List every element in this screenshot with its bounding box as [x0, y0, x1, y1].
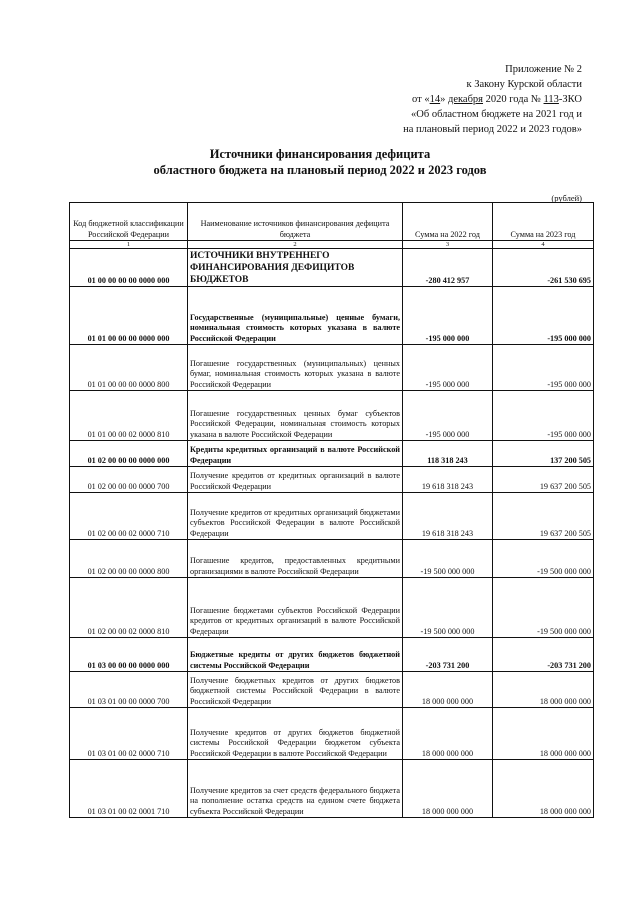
row-name: Получение кредитов за счет средств федерального бюджета на пополнение остатка средств на едином счете бюджета субъекта Российской Федерации [188, 760, 403, 818]
row-sum-2023: 18 000 000 000 [493, 760, 594, 818]
appendix-law: к Закону Курской области [466, 79, 582, 90]
row-sum-2023: -261 530 695 [493, 249, 594, 287]
row-sum-2023: -19 500 000 000 [493, 578, 594, 638]
row-sum-2023: 137 200 505 [493, 441, 594, 467]
table-row [70, 467, 594, 493]
column-index: 4 [493, 241, 594, 249]
appendix-month: декабря [447, 94, 484, 105]
row-code: 01 00 00 00 00 0000 000 [70, 249, 188, 287]
row-code: 01 03 01 00 00 0000 700 [70, 672, 188, 708]
header-name: Наименование источников финансирования дефицита бюджета [188, 203, 403, 241]
header-code: Код бюджетной классификации Российской Федерации [70, 203, 188, 241]
document-title-line-2: областного бюджета на плановый период 2022 и 2023 годов [153, 163, 487, 177]
row-sum-2023: 18 000 000 000 [493, 708, 594, 760]
table-row [70, 708, 594, 760]
appendix-header [300, 62, 582, 137]
table-row [70, 441, 594, 467]
appendix-number: Приложение № 2 [505, 64, 582, 75]
row-code: 01 02 00 00 02 0000 810 [70, 578, 188, 638]
row-sum-2022: 18 000 000 000 [403, 708, 493, 760]
row-name: Кредиты кредитных организаций в валюте Российской Федерации [188, 441, 403, 467]
row-code: 01 01 00 00 00 0000 000 [70, 287, 188, 345]
row-sum-2022: -19 500 000 000 [403, 578, 493, 638]
appendix-day: 14 [429, 94, 441, 105]
row-sum-2023: -19 500 000 000 [493, 540, 594, 578]
row-sum-2022: 18 000 000 000 [403, 672, 493, 708]
row-sum-2023: 19 637 200 505 [493, 467, 594, 493]
row-sum-2022: -195 000 000 [403, 287, 493, 345]
appendix-law-title-2: на плановый период 2022 и 2023 годов» [403, 124, 582, 135]
row-code: 01 02 00 00 00 0000 000 [70, 441, 188, 467]
row-sum-2023: -203 731 200 [493, 638, 594, 672]
row-sum-2022: -280 412 957 [403, 249, 493, 287]
row-name: Погашение бюджетами субъектов Российской Федерации кредитов от кредитных организаций в валюте Российской Федерации [188, 578, 403, 638]
row-code: 01 03 00 00 00 0000 000 [70, 638, 188, 672]
document-title [0, 146, 640, 178]
row-sum-2022: 19 618 318 243 [403, 493, 493, 540]
row-sum-2022: 118 318 243 [403, 441, 493, 467]
row-sum-2022: 19 618 318 243 [403, 467, 493, 493]
row-sum-2022: 18 000 000 000 [403, 760, 493, 818]
document-title-line-1: Источники финансирования дефицита [209, 147, 431, 161]
row-name: Погашение государственных ценных бумаг субъектов Российской Федерации, номинальная стоимость которых указана в валюте Российской Федерации [188, 391, 403, 441]
row-code: 01 02 00 00 00 0000 700 [70, 467, 188, 493]
column-index: 1 [70, 241, 188, 249]
row-sum-2023: 18 000 000 000 [493, 672, 594, 708]
table-row [70, 578, 594, 638]
appendix-date-line: от «14» декабря 2020 года № 113-ЗКО [412, 94, 582, 105]
row-sum-2023: 19 637 200 505 [493, 493, 594, 540]
row-name: Получение кредитов от кредитных организаций бюджетами субъектов Российской Федерации в валюте Российской Федерации [188, 493, 403, 540]
row-name: Погашение государственных (муниципальных) ценных бумаг, номинальная стоимость которых указана в валюте Российской Федерации [188, 345, 403, 391]
appendix-law-title-1: «Об областном бюджете на 2021 год и [411, 109, 582, 120]
row-code: 01 02 00 00 00 0000 800 [70, 540, 188, 578]
row-name: Получение кредитов от кредитных организаций в валюте Российской Федерации [188, 467, 403, 493]
table-row [70, 540, 594, 578]
header-sum-2022: Сумма на 2022 год [403, 203, 493, 241]
row-name: Бюджетные кредиты от других бюджетов бюджетной системы Российской Федерации [188, 638, 403, 672]
row-sum-2022: -195 000 000 [403, 345, 493, 391]
table-row [70, 672, 594, 708]
row-code: 01 03 01 00 02 0001 710 [70, 760, 188, 818]
row-code: 01 02 00 00 02 0000 710 [70, 493, 188, 540]
row-name: Получение бюджетных кредитов от других бюджетов бюджетной системы Российской Федерации в валюте Российской Федерации [188, 672, 403, 708]
table-row [70, 287, 594, 345]
table-row [70, 760, 594, 818]
appendix-law-number: 113 [543, 94, 559, 105]
sources-table [69, 202, 594, 818]
row-code: 01 01 00 00 02 0000 810 [70, 391, 188, 441]
table-row [70, 345, 594, 391]
row-name: Государственные (муниципальные) ценные бумаги, номинальная стоимость которых указана в валюте Российской Федерации [188, 287, 403, 345]
row-sum-2023: -195 000 000 [493, 391, 594, 441]
column-index: 3 [403, 241, 493, 249]
table-row [70, 249, 594, 287]
row-sum-2022: -195 000 000 [403, 391, 493, 441]
row-sum-2022: -19 500 000 000 [403, 540, 493, 578]
table-row [70, 493, 594, 540]
table-row [70, 638, 594, 672]
row-sum-2023: -195 000 000 [493, 345, 594, 391]
table-row [70, 391, 594, 441]
header-sum-2023: Сумма на 2023 год [493, 203, 594, 241]
row-code: 01 01 00 00 00 0000 800 [70, 345, 188, 391]
units-label: (рублей) [551, 193, 582, 203]
row-name: Получение кредитов от других бюджетов бюджетной системы Российской Федерации бюджетом субъекта Российской Федерации в валюте Российской Федерации [188, 708, 403, 760]
row-name: Погашение кредитов, предоставленных кредитными организациями в валюте Российской Федерации [188, 540, 403, 578]
row-sum-2022: -203 731 200 [403, 638, 493, 672]
row-code: 01 03 01 00 02 0000 710 [70, 708, 188, 760]
column-index: 2 [188, 241, 403, 249]
row-name: ИСТОЧНИКИ ВНУТРЕННЕГО ФИНАНСИРОВАНИЯ ДЕФИЦИТОВ БЮДЖЕТОВ [188, 249, 403, 287]
row-sum-2023: -195 000 000 [493, 287, 594, 345]
